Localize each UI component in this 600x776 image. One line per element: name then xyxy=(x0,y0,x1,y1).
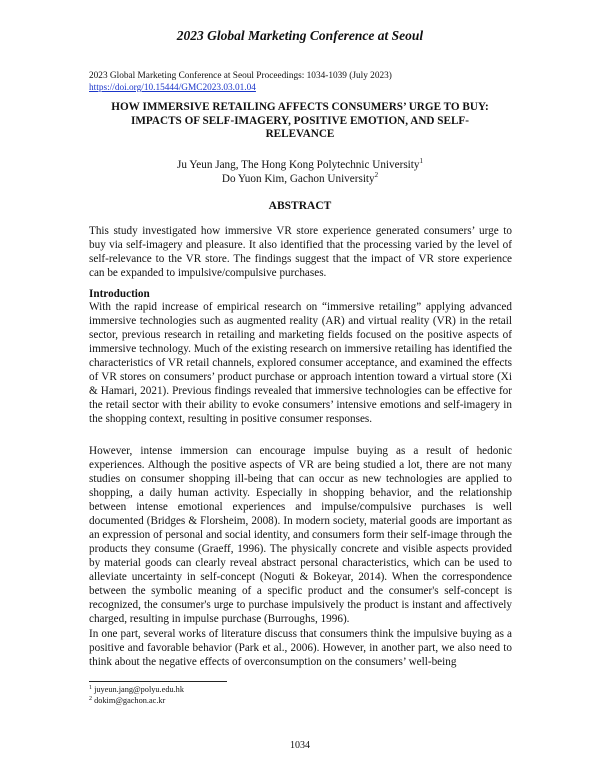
conference-header: 2023 Global Marketing Conference at Seoul xyxy=(176,28,424,43)
introduction-heading: Introduction xyxy=(89,288,150,300)
proceedings-line: 2023 Global Marketing Conference at Seoul Proceedings: 1034-1039 (July 2023) xyxy=(89,71,392,81)
author-line xyxy=(0,172,600,186)
footnote xyxy=(89,684,184,695)
abstract-heading: ABSTRACT xyxy=(268,200,332,212)
footnotes xyxy=(89,684,184,706)
abstract-paragraph: This study investigated how immersive VR store experience generated consumers’ urge to buy via self-imagery and pleasure. It also identified that the processing varied by the level of self-relevance to the VR store. The findings suggest that the impact of VR store experience can be expanded to impulsive/compulsive purchases. xyxy=(89,225,512,279)
footnote-mark: 1 xyxy=(89,685,92,691)
footnote xyxy=(89,695,184,706)
paragraph-text: In one part, several works of literature discuss that consumers think the impulsive buying as a positive and favorable behavior (Park et al., 2006). However, in another part, we also need to think about the negative effects of overconsumption on the consumers’ well-being xyxy=(89,628,512,668)
body-paragraph xyxy=(89,627,512,669)
footnote-email: juyeun.jang@polyu.edu.hk xyxy=(94,685,184,694)
paragraph-text: With the rapid increase of empirical research on “immersive retailing” applying advanced immersive technologies such as augmented reality (AR) and virtual reality (VR) in the retail sector, previous research in retailing and marketing fields focused on the positive aspects of immersive technology. Much of the existing research on immersive retailing has identified the characteristics of VR retail channels, explored consumer acceptance, and examined the effects of VR stores on consumers’ product purchase or approach intention toward a virtual store (Xi & Hamari, 2021). Previous findings revealed that immersive technologies can be effective for the retail sector with their ability to evoke consumers’ intensive emotions and self-imagery in the shopping context, resulting in positive consumer responses. xyxy=(89,301,512,425)
body-paragraph xyxy=(89,444,512,626)
author-line xyxy=(0,158,600,172)
footnote-mark: 1 xyxy=(419,157,423,165)
footnote-mark: 2 xyxy=(374,171,379,179)
footnote-divider xyxy=(89,681,227,682)
author-name: Ju Yeun Jang, The Hong Kong Polytechnic University xyxy=(177,159,420,171)
body-paragraph xyxy=(89,300,512,426)
proceedings-meta xyxy=(89,70,392,94)
author-name: Do Yuon Kim, Gachon University xyxy=(221,173,375,185)
paper-title: HOW IMMERSIVE RETAILING AFFECTS CONSUMERS’ URGE TO BUY: IMPACTS OF SELF-IMAGERY, POSITIVE EMOTION, AND SELF-RELEVANCE xyxy=(111,101,489,140)
paragraph-text: However, intense immersion can encourage impulse buying as a result of hedonic experiences. Although the positive aspects of VR are being studied a lot, there are not many studies on consumer shopping ill-being that can occur as new technologies are applied to shopping, a daily human activity. Especially in shopping behavior, and the relationship between intense emotional experiences and impulse/compulsive purchases is well documented (Bridges & Florsheim, 2008). In modern society, material goods are important as an expression of personal and social identity, and consumers form their self-image through the products they consume (Graeff, 1996). The physically concrete and visible aspects provided by material goods can clearly reveal abstract personal characteristics, which can be used to alleviate uncertainty in self-concept (Noguti & Bokeyar, 2014). When the correspondence between the symbolic meaning of a specific product and the consumer's self-concept is recognized, the consumer's urge to purchase impulsively the product is instant and affectively charged, resulting in impulse purchase (Burroughs, 1996). xyxy=(89,445,512,625)
doi-link[interactable]: https://doi.org/10.15444/GMC2023.03.01.04 xyxy=(89,83,256,93)
footnote-email: dokim@gachon.ac.kr xyxy=(94,696,166,705)
footnote-mark: 2 xyxy=(89,696,92,702)
author-block xyxy=(0,158,600,186)
abstract-text xyxy=(89,224,512,280)
page-number: 1034 xyxy=(290,740,310,751)
